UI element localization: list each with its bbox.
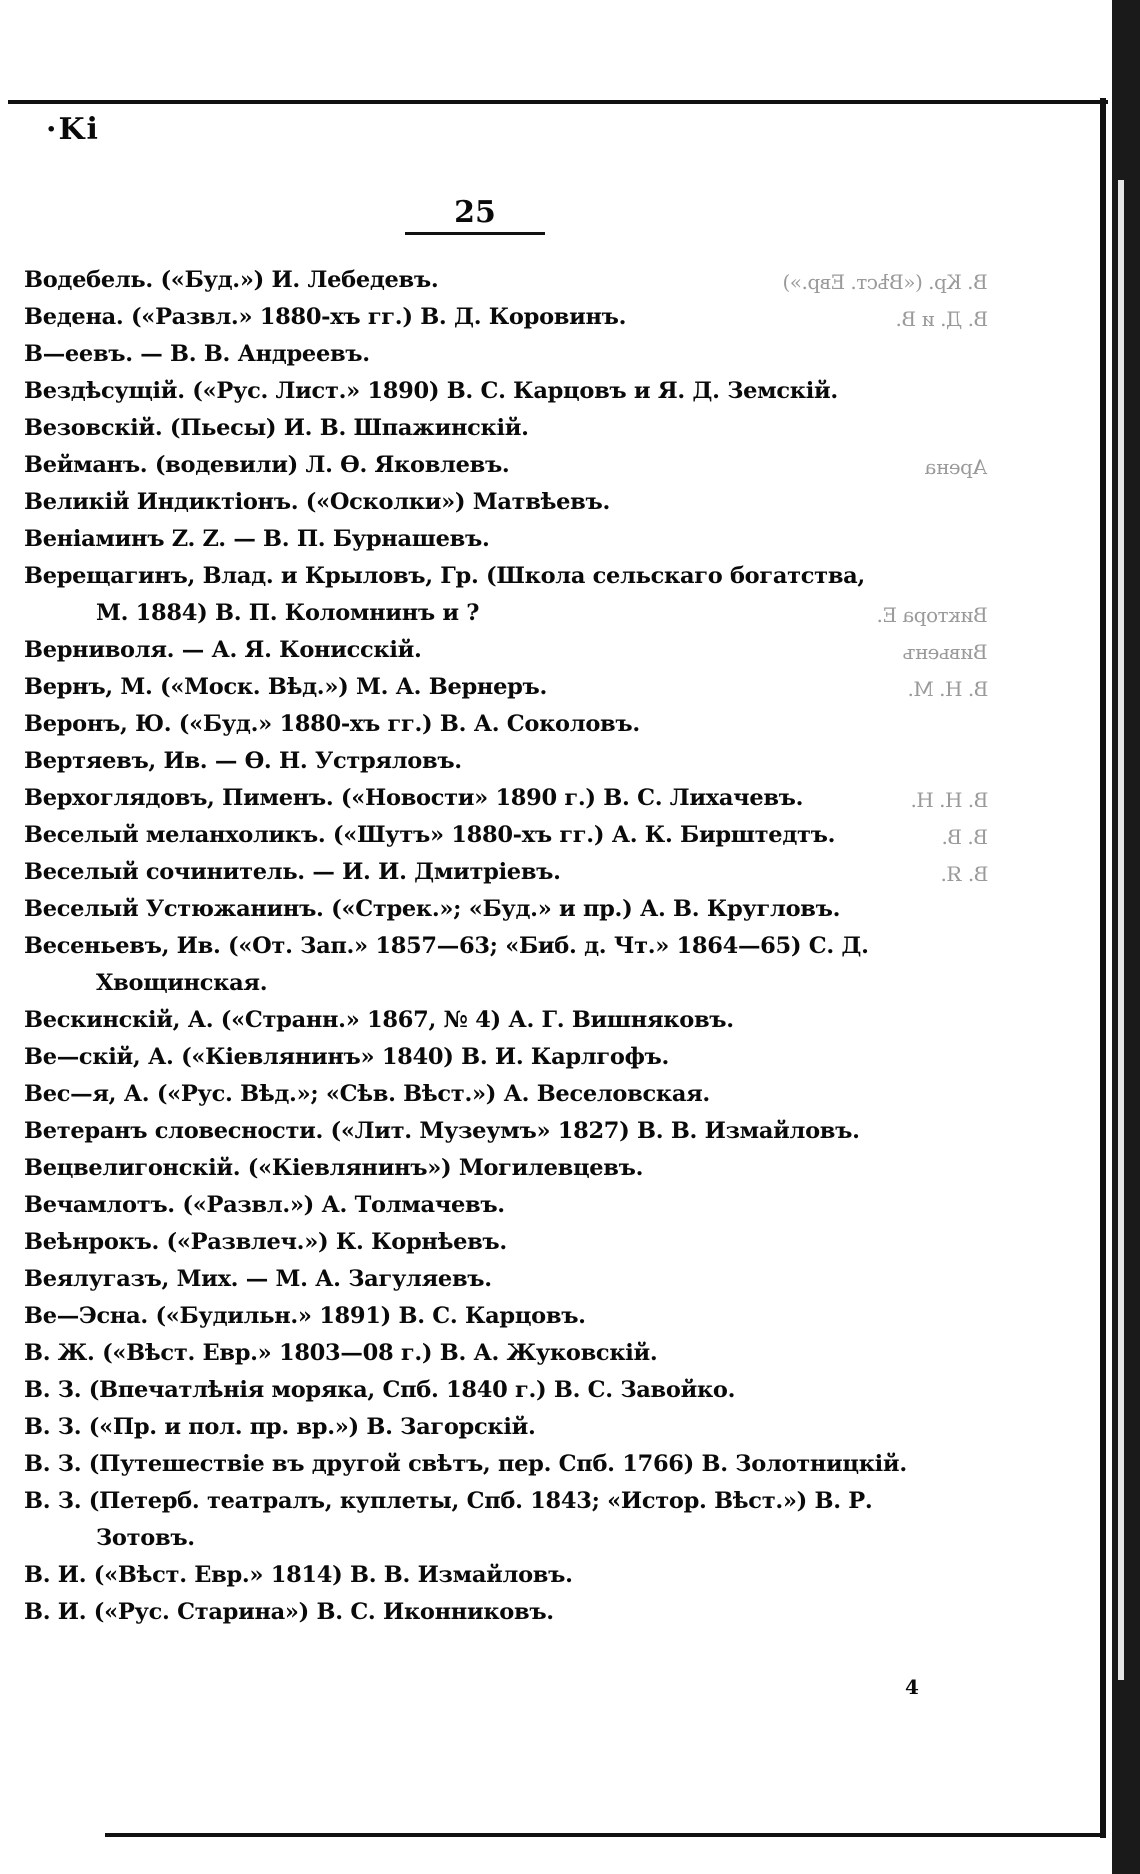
list-item: Веялугазъ, Мих. — М. А. Загуляевъ. (24, 1266, 492, 1292)
list-item: В. З. (Петерб. театралъ, куплеты, Спб. 1843; «Истор. Вѣст.») В. Р. (24, 1488, 873, 1514)
entry-continuation: Хвощинская. (96, 970, 268, 996)
list-item: В. И. («Рус. Старина») В. С. Иконниковъ. (24, 1599, 554, 1625)
bleed-through-text: В. Кр. («Вѣст. Евр.») (783, 270, 988, 294)
pseudonym-list (24, 262, 1024, 1631)
list-item: Водебель. («Буд.») И. Лебедевъ. (24, 267, 439, 293)
bleed-through-text: В. Я. (940, 862, 988, 886)
signature-mark: 4 (905, 1675, 919, 1699)
list-item: Вертяевъ, Ив. — Ѳ. Н. Устряловъ. (24, 748, 462, 774)
list-item: Весеньевъ, Ив. («От. Зап.» 1857—63; «Биб. д. Чт.» 1864—65) С. Д. (24, 933, 869, 959)
corner-mark: ·Ki (46, 112, 100, 147)
list-item: В—еевъ. — В. В. Андреевъ. (24, 341, 370, 367)
list-item: Вездѣсущій. («Рус. Лист.» 1890) В. С. Карцовъ и Я. Д. Земскій. (24, 378, 838, 404)
list-item: В. И. («Вѣст. Евр.» 1814) В. В. Измайловъ. (24, 1562, 573, 1588)
list-item: Веселый Устюжанинъ. («Стрек.»; «Буд.» и пр.) А. В. Кругловъ. (24, 896, 841, 922)
list-item: В. З. («Пр. и пол. пр. вр.») В. Загорскій. (24, 1414, 536, 1440)
bleed-through-text: Арена (925, 455, 988, 479)
entry-continuation: М. 1884) В. П. Коломнинъ и ? (96, 600, 480, 626)
list-item: Верниволя. — А. Я. Конисскій. (24, 637, 422, 663)
bleed-through-text: В. В. (942, 825, 988, 849)
bleed-through-text: Вивьенъ (903, 640, 988, 664)
bleed-through-text: Виктора Е. (877, 603, 988, 627)
list-item: В. З. (Впечатлѣнія моряка, Спб. 1840 г.) В. С. Завойко. (24, 1377, 736, 1403)
list-item: Ве—Эсна. («Будильн.» 1891) В. С. Карцовъ. (24, 1303, 586, 1329)
list-item: Веселый сочинитель. — И. И. Дмитріевъ. (24, 859, 561, 885)
list-item: Веніаминъ Z. Z. — В. П. Бурнашевъ. (24, 526, 490, 552)
page-frame-top (8, 100, 1108, 104)
list-item: Вескинскій, А. («Странн.» 1867, № 4) А. Г. Вишняковъ. (24, 1007, 734, 1033)
list-item: Веѣнрокъ. («Развлеч.») К. Корнѣевъ. (24, 1229, 507, 1255)
page-frame-right (1100, 98, 1106, 1838)
list-item: Веселый меланхоликъ. («Шутъ» 1880-хъ гг.) А. К. Бирштедтъ. (24, 822, 836, 848)
list-item: Ведена. («Развл.» 1880-хъ гг.) В. Д. Коровинъ. (24, 304, 627, 330)
entry-continuation: Зотовъ. (96, 1525, 195, 1551)
page-number-rule (405, 232, 545, 235)
list-item: Вечамлотъ. («Развл.») А. Толмачевъ. (24, 1192, 505, 1218)
list-item: В. З. (Путешествіе въ другой свѣтъ, пер. Спб. 1766) В. Золотницкій. (24, 1451, 907, 1477)
list-item: Ве—скій, А. («Кіевлянинъ» 1840) В. И. Карлгофъ. (24, 1044, 670, 1070)
list-item: Вецвелигонскій. («Кіевлянинъ») Могилевцевъ. (24, 1155, 644, 1181)
bleed-through-text: В. Н. Н. (910, 788, 988, 812)
list-item: Вес—я, А. («Рус. Вѣд.»; «Сѣв. Вѣст.») А. Веселовская. (24, 1081, 710, 1107)
list-item: Великій Индиктіонъ. («Осколки») Матвѣевъ. (24, 489, 610, 515)
bleed-through-text: В. Н. М. (907, 677, 988, 701)
page-number: 25 (454, 195, 496, 230)
list-item: Верхоглядовъ, Пименъ. («Новости» 1890 г.) В. С. Лихачевъ. (24, 785, 804, 811)
list-item: Верещагинъ, Влад. и Крыловъ, Гр. (Школа сельскаго богатства, (24, 563, 865, 589)
list-item: Везовскій. (Пьесы) И. В. Шпажинскій. (24, 415, 529, 441)
page-frame-bottom (105, 1833, 1105, 1837)
list-item: В. Ж. («Вѣст. Евр.» 1803—08 г.) В. А. Жуковскій. (24, 1340, 658, 1366)
scan-edge (1112, 0, 1140, 1874)
list-item: Веронъ, Ю. («Буд.» 1880-хъ гг.) В. А. Соколовъ. (24, 711, 640, 737)
list-item: Вейманъ. (водевили) Л. Ѳ. Яковлевъ. (24, 452, 510, 478)
list-item: Ветеранъ словесности. («Лит. Музеумъ» 1827) В. В. Измайловъ. (24, 1118, 860, 1144)
list-item: Вернъ, М. («Моск. Вѣд.») М. А. Вернеръ. (24, 674, 548, 700)
bleed-through-text: В. Д. и В. (895, 307, 988, 331)
